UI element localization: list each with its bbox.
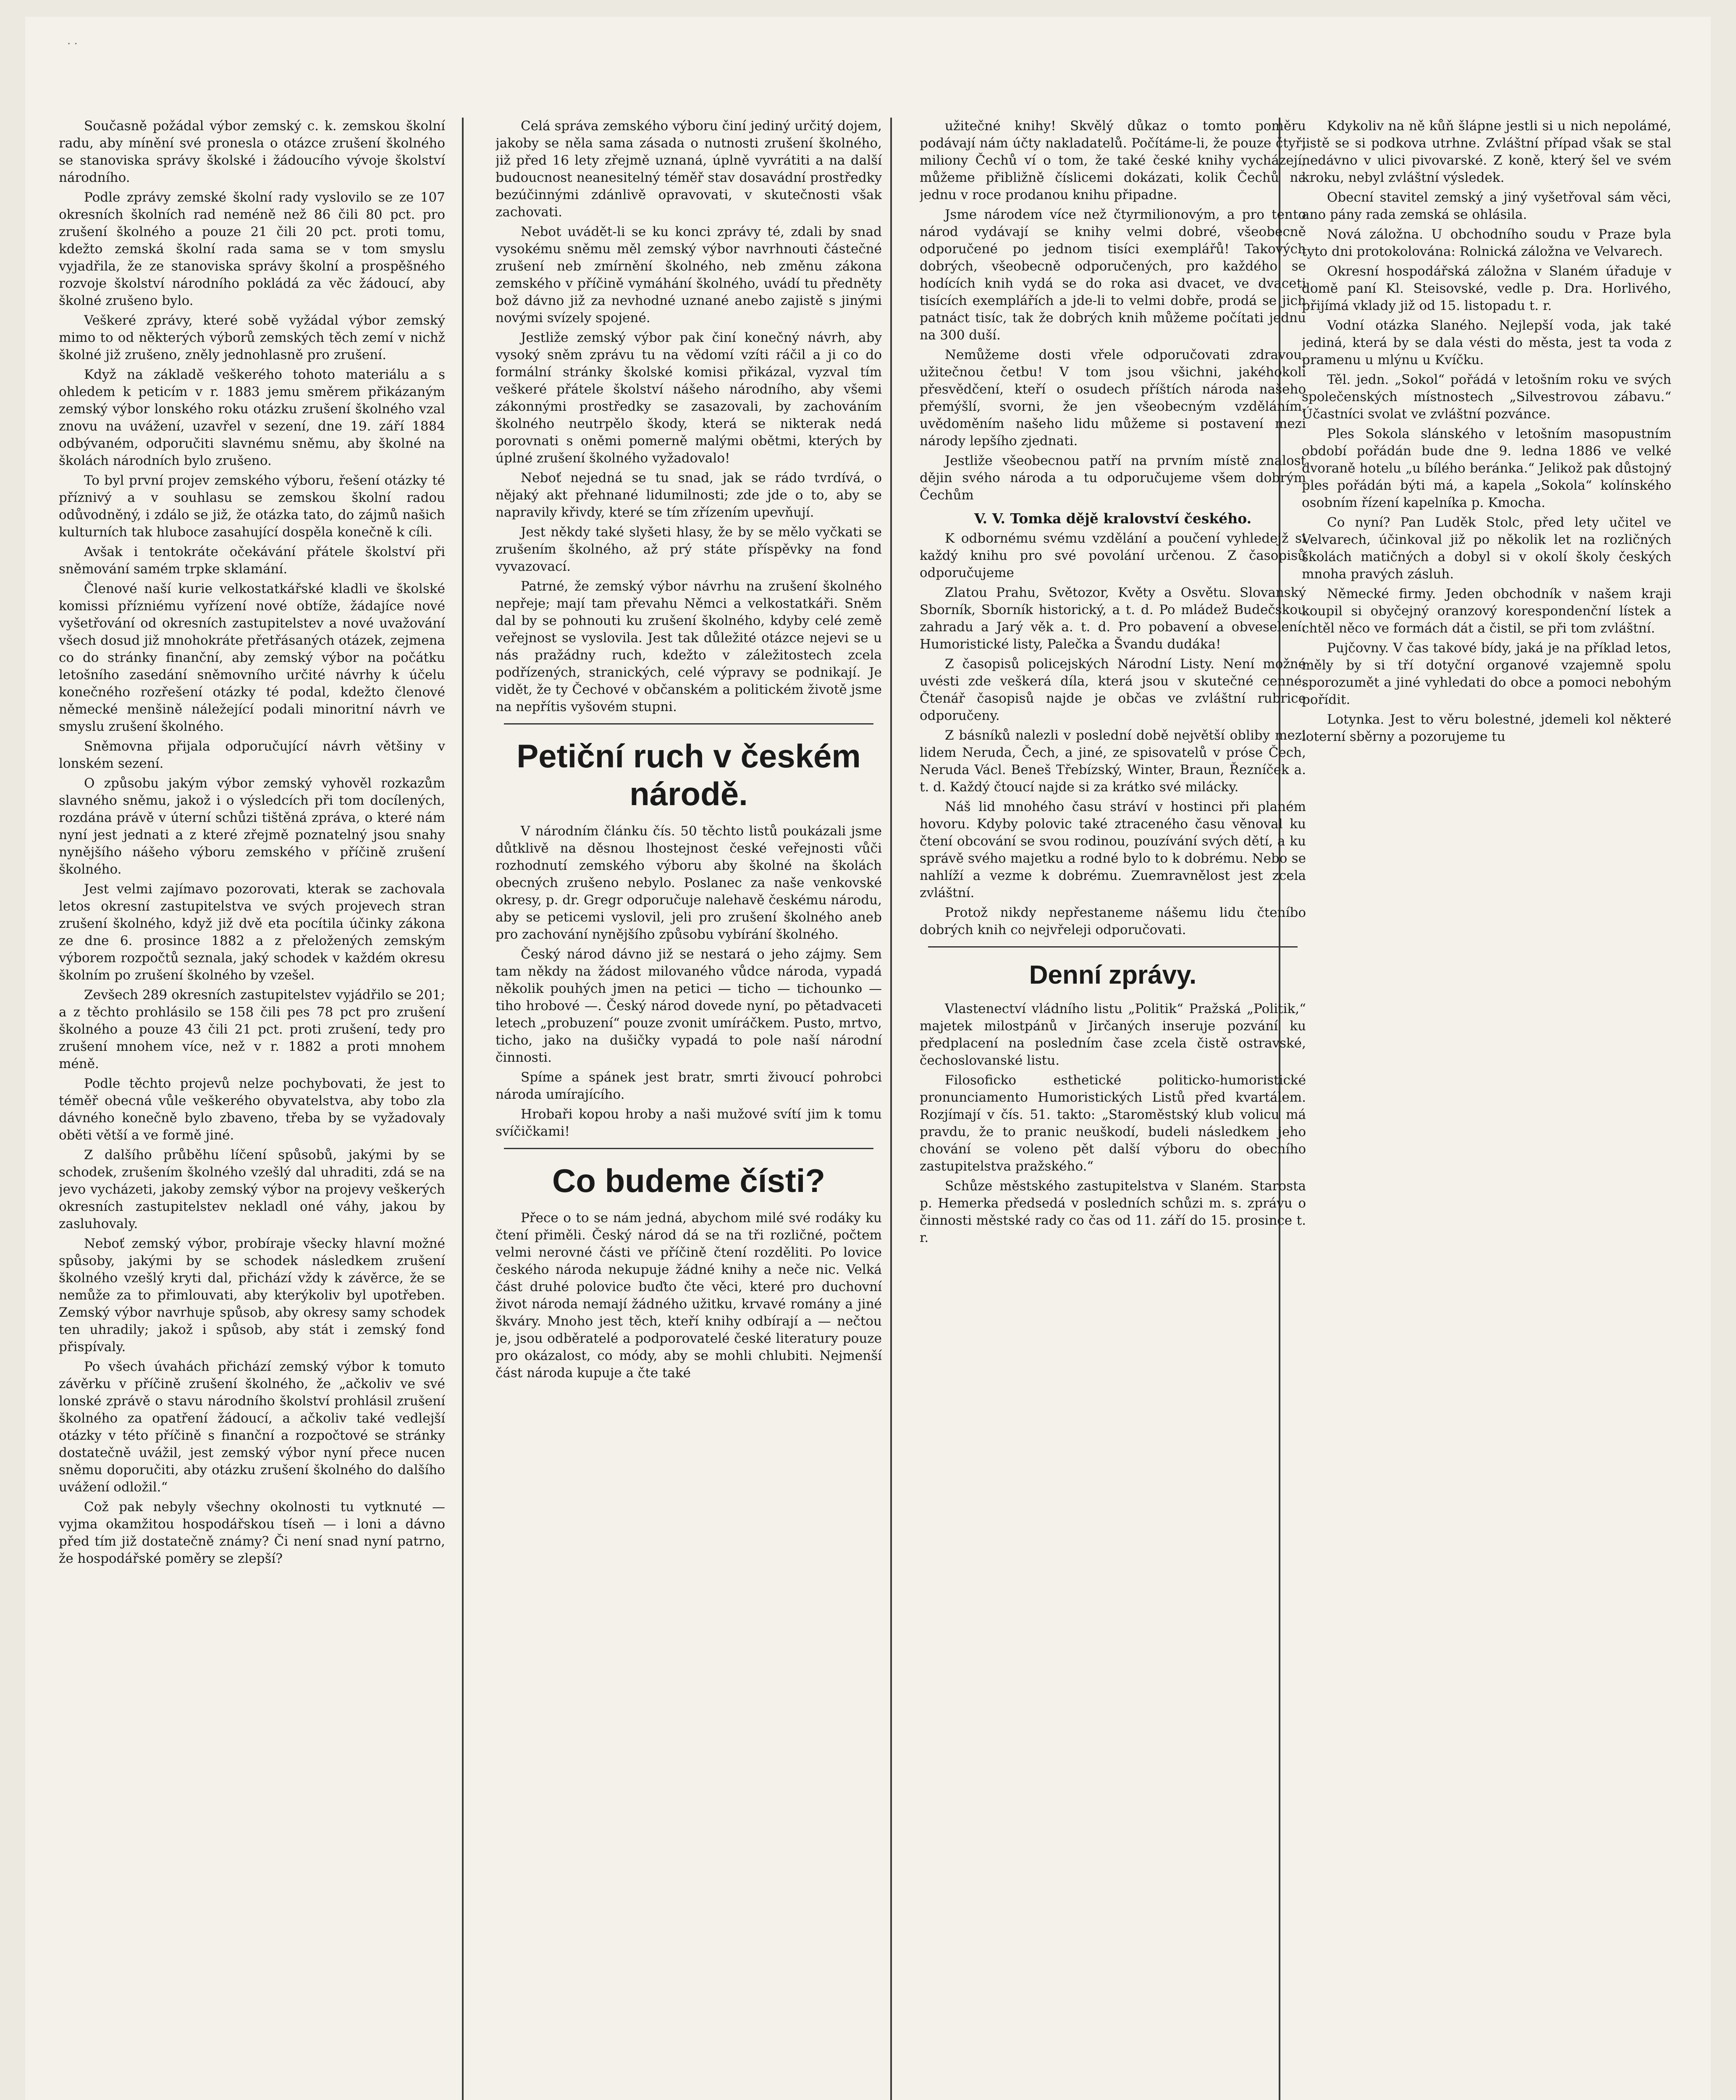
section-rule — [928, 946, 1298, 948]
paragraph: Jestliže zemský výbor pak činí konečný návrh, aby vysoký sněm zprávu tu na vědomí vzíti ráčil a ji co do formální stránky školské komisi přikázal, vyzval tím veškeré přátele školství nášeho národního, aby všemi zákonnými prostředky se zasazovali, by zachováním školného neutrpělo škody, která se nikterak nedá porovnati s oněmi pomerně malými obětmi, kterých by úplné zrušení školného vyžadovalo! — [496, 330, 882, 466]
print-marks: · · — [67, 38, 78, 50]
paragraph: Vlastenectví vládního listu „Politik“ Pražská „Politik,“ majetek milostpánů v Jirčaných inseruje pozvání ku předplacení na posledním čase zcela čistě ostravské, čechoslovanské listu. — [920, 1001, 1306, 1068]
paragraph: Po všech úvahách přichází zemský výbor k tomuto závěrku v příčině zrušení školného, že „ačkoliv ve své lonské zprávě o stavu národního školství prohlásil zrušení školného za opatření žádoucí, a ačkoliv také vedlejší otázky v této příčině s finanční a rozpočtové se stránky dostatečně uvážil, jest zemský výbor nyní přece nucen sněmu doporučiti, aby otázku zrušení školného do dalšího uvážení odložil.“ — [59, 1359, 445, 1495]
paragraph: Současně požádal výbor zemský c. k. zemskou školní radu, aby mínění své pronesla o otázce zrušení školného se stanoviska správy školské i žádoucího vývoje školství národního. — [59, 118, 445, 185]
paragraph: Veškeré zprávy, které sobě vyžádal výbor zemský mimo to od některých výborů zemských těch zemí v nichž školné již zrušeno, zněly jednohlasně pro zrušení. — [59, 313, 445, 362]
paragraph: Jest někdy také slyšeti hlasy, že by se mělo vyčkati se zrušením školného, až prý státe příspěvky na fond vyvazovací. — [496, 525, 882, 574]
paragraph: Obecní stavitel zemský a jiný vyšetřoval sám věci, ano pány rada zemská se ohlásila. — [1302, 190, 1671, 222]
paragraph: Nová záložna. U obchodního soudu v Praze byla tyto dni protokolována: Rolnická záložna ve Velvarech. — [1302, 227, 1671, 259]
paragraph: Zlatou Prahu, Světozor, Květy a Osvětu. Slovanský Sborník, Sborník historický, a t. d. Po mládež Budečskou zahradu a Jarý věk a. t. d. Pro pobavení a obveselení: Humoristické listy, Palečka a Švandu dudáka! — [920, 585, 1306, 652]
paragraph: Protož nikdy nepřestaneme nášemu lidu čteníbo dobrých knih co nejvřeleji odporučovati. — [920, 905, 1306, 937]
paragraph: Celá správa zemského výboru činí jediný určitý dojem, jakoby se něla sama zásada o nutnosti zrušení školného, již před 16 lety zřejmě uznaná, úplně vyvrátiti a na další budoucnost neanesitelný téměř stav dosavádní prostředky bezúčinnými zdánlivě opravovati, v skutečnosti však zachovati. — [496, 118, 882, 220]
paragraph: Co nyní? Pan Luděk Stolc, před lety učitel ve Velvarech, účinkoval již po několik let na rozličných školách matičných a dobyl si v okolí školy českých mnoha pravých zásluh. — [1302, 515, 1671, 582]
paragraph: Český národ dávno již se nestará o jeho zájmy. Sem tam někdy na žádost milovaného vůdce národa, vypadá několik pouhých jmen na petici — ticho — tichounko — tiho hrobové —. Český národ dovede nyní, po pětadvaceti letech „probuzení“ pouze zvonit umíráčkem. Pusto, mrtvo, ticho, jako na dušičky vypadá to pole naší národní činnosti. — [496, 947, 882, 1065]
paragraph: Jest velmi zajímavo pozorovati, kterak se zachovala letos okresní zastupitelstva ve svých projevech stran zrušení školného, když již dvě eta pocítila účinky zákona ze dne 6. prosince 1882 a z přeložených zemským výborem rozpočtů seznala, jaký schodek v každém okresu školním po zrušení školného by vzešel. — [59, 882, 445, 983]
column-divider — [890, 118, 892, 2100]
paragraph: Sněmovna přijala odporučující návrh většiny v lonském sezení. — [59, 739, 445, 771]
paragraph: Z dalšího průběhu líčení spůsobů, jakými by se schodek, zrušením školného vzešlý dal uhraditi, zdá se na jevo vycházeti, jakoby zemský výbor na projevy veškerých okresních zastupitelstev nekladl oné váhy, jakou by zasluhovaly. — [59, 1147, 445, 1231]
paragraph: Schůze městského zastupitelstva v Slaném. Starosta p. Hemerka předsedá v posledních schůzi m. s. zprávu o činnosti městské rady co čas od 11. září do 15. prosince t. r. — [920, 1179, 1306, 1245]
paragraph: V národním článku čís. 50 těchto listů poukázali jsme důtklivě na děsnou lhostejnost české veřejnosti vůči rozhodnutí zemského výboru aby školné na školách obecných zrušeno nebylo. Poslanec za naše venkovské okresy, p. dr. Gregr odporučuje nalehavě českému národu, aby se peticemi vyslovil, jeli pro zrušení školného aneb pro zachování nynějšího způsobu vybírání školného. — [496, 824, 882, 942]
paragraph: Hrobaři kopou hroby a naši mužové svítí jim k tomu svíčičkami! — [496, 1107, 882, 1139]
paragraph: Podle zprávy zemské školní rady vyslovilo se ze 107 okresních školních rad neméně než 86 čili 80 pct. pro zrušení školného a pouze 21 čili 20 pct. proti tomu, kdežto zemská školní rada sama se v tom smyslu vyjadřila, že ze stanoviska správy školní a prospěšného rozvoje školství národního pokládá za věc žádoucí, aby školné zrušeno bylo. — [59, 190, 445, 308]
paragraph: Členové naší kurie velkostatkářské kladli ve školské komissi přízniému vyřízení nové obtíže, žádajíce nové vyšetřování od okresních zastupitelstev a nové uvažování všech dosud již mnohokráte přetřásaných otázek, zejmena co do stránky finanční, aby zemský výbor na počátku letošního zasedání sněmovního určité návrhy k účelu konečného rozřešení otázky té podal, kdežto členové německé menšině náležející podali minoritní návrh ve smyslu zrušení školného. — [59, 581, 445, 734]
newspaper-page — [25, 17, 1711, 2100]
paragraph: Z časopisů policejských Národní Listy. Není možné uvésti zde veškerá díla, která jsou v skutečné cenné. Čtenář časopisů najde je občas ve zvláštní rubrice odporučeny. — [920, 656, 1306, 723]
paragraph: užitečné knihy! Skvělý důkaz o tomto poměru podávají nám účty nakladatelů. Počítáme-li, že pouze čtyři miliony Čechů ví o tom, že také české knihy vycházejí, můžeme přibližně číslicemi dokázati, kolik Čechů na jednu v roce prodanou knihu připadne. — [920, 118, 1306, 202]
paragraph: Neboť zemský výbor, probíraje všecky hlavní možné spůsoby, jakými by se schodek následkem zrušení školného vzešlý kryti dal, přichází vždy k závěrce, že se nemůže za to přimlouvati, aby kterýkoliv byl upotřeben. Zemský výbor navrhuje spůsob, aby okresy samy schodek ten uhradily; jakož i spůsob, aby stát i zemský fond přispívaly. — [59, 1236, 445, 1354]
paragraph: Náš lid mnohého času stráví v hostinci při planém hovoru. Kdyby polovic také ztraceného času věnoval ku čtení obcování se svou rodinou, pouzívání svých dětí, a ku správě svého majetku a rodné bylo to k dobrému. Nebo se nahlíží a vezme k dobrému. Zuemravnělost jest zcela zvláštní. — [920, 799, 1306, 900]
paragraph: Vodní otázka Slaného. Nejlepší voda, jak také jediná, která by se dala vésti do města, jest ta voda z pramenu u mlýnu u Kvíčku. — [1302, 318, 1671, 368]
paragraph: Podle těchto projevů nelze pochybovati, že jest to téměř obecná vůle veškerého obyvatelstva, aby tobo zla dávného konečně bylo zbaveno, třeba by se vyžadovaly oběti větší a ve formě jiné. — [59, 1076, 445, 1143]
paragraph: Patrné, že zemský výbor návrhu na zrušení školného nepřeje; mají tam převahu Němci a velkostatkáři. Sněm dal by se pohnouti ku zrušení školného, kdyby celé země veřejnost se vyslovila. Jest tak důležité otázce nejevi se u nás pražádny ruch, kdežto v záležitostech zcela podřízených, stranických, celé výpravy se podnikají. Je vidět, že ty Čechové v občanském a politickém životě jsme na nepřítis vyšovém stupni. — [496, 579, 882, 714]
paragraph: Jestliže všeobecnou patří na prvním místě znalost dějin svého národa a tu odporučujeme všem dobrým Čechům — [920, 453, 1306, 503]
section-rule — [504, 1148, 873, 1149]
paragraph: Nebot uvádět-li se ku konci zprávy té, zdali by snad vysokému sněmu měl zemský výbor navrhnouti částečné zrušení neb zmírnění školného, neb změnu zákona zemského v příčině vymáhání školného, uvádí tu předněty bož dávno již za nevhodné uznané anebo zajistě s jinými novými svízely spojené. — [496, 224, 882, 326]
article-heading: Petiční ruch v českém národě. — [517, 738, 861, 812]
article-heading: Co budeme čísti? — [552, 1162, 826, 1199]
column-3 — [920, 118, 1306, 2100]
paragraph: Když na základě veškerého tohoto materiálu a s ohledem k peticím v r. 1883 jemu směrem přikázaným zemský výbor lonského roku otázku zrušení školného vzal znovu na uvážení, uzavřel v sezení, dne 19. září 1884 odbývaném, odporučiti slavnému sněmu, aby školné na školách národních bylo zrušeno. — [59, 367, 445, 468]
column-2 — [496, 118, 882, 2100]
paragraph: Lotynka. Jest to věru bolestné, jdemeli kol některé loterní sběrny a pozorujeme tu — [1302, 712, 1671, 744]
paragraph: Zevšech 289 okresních zastupitelstev vyjádřilo se 201; a z těchto prohlásilo se 158 čili pes 78 pct pro zrušení školného a pouze 43 čili 21 pct. proti zrušení, tedy pro zrušení mnohem více, než v r. 1882 a proti mnohem méně. — [59, 987, 445, 1071]
paragraph: Těl. jedn. „Sokol“ pořádá v letošním roku ve svých společenských místnostech „Silvestrovou zábavu.“ Účastníci svolat ve zvláštní pozvánce. — [1302, 372, 1671, 422]
paragraph: Ples Sokola slánského v letošním masopustním období pořádán bude dne 9. ledna 1886 ve velké dvoraně hotelu „u bílého beránka.“ Jelikož pak důstojný ples pořádán býti má, a kapela „Sokola“ kolínského osobním řízení kapelníka p. Kmocha. — [1302, 426, 1671, 510]
paragraph: Jsme národem více než čtyrmilionovým, a pro tento národ vydávají se knihy velmi dobré, všeobecně odporučené po jednom tisíci exemplářů! Takových dobrých, všeobecně odporučených, pro každého se hodících knih vydá se do roka asi dvacet, ve dvaceti tisících exemplářích a jde-li to velmi dobře, prodá se jich patnáct tisíc, tak že dobrých knih můžeme počítati jednu na 300 duší. — [920, 207, 1306, 343]
book-recommendation: V. V. Tomka dějě kralovství českého. — [974, 510, 1252, 527]
paragraph: Neboť nejedná se tu snad, jak se rádo tvrdívá, o nějaký akt přehnané lidumilnosti; zde jde o to, aby se napravily křivdy, které se tím zřízením upevňují. — [496, 470, 882, 520]
section-heading: Denní zprávy. — [1029, 961, 1197, 990]
paragraph: Nemůžeme dosti vřele odporučovati zdravou, užitečnou četbu! V tom jsou všichni, jakéhokoli přesvědčení, kteří o osudech příštích národa našeho přemýšlí, svorni, že jen všeobecným vzděláním, uvědoměním našeho lidu můžeme si postavení mezi národy lepšího zjednati. — [920, 347, 1306, 449]
column-divider — [462, 118, 464, 2100]
paragraph: Spíme a spánek jest bratr, smrti živoucí pohrobci národa umírajícího. — [496, 1070, 882, 1102]
paragraph: Pujčovny. V čas takové bídy, jaká je na příklad letos, měly by si tří dotyční organové vzajemně spolu sporozumět a jiné vyhledati do obce a pomoci nebohým pořídit. — [1302, 640, 1671, 707]
paragraph: K odbornému svému vzdělání a poučení vyhledejž si každý knihu pro své povolání určenou. Z časopisů odporučujeme — [920, 531, 1306, 580]
paragraph: O způsobu jakým výbor zemský vyhověl rozkazům slavného sněmu, jakož i o výsledcích při tom docílených, rozdána právě v úterní schůzi tištěná zpráva, o které nám nyní jest jednati a z které zřejmě poznatelný jsou snahy nynějšího nášeho výboru zemského v příčině zrušení školného. — [59, 776, 445, 877]
column-4 — [1302, 118, 1671, 2100]
paragraph: Kdykoliv na ně kůň šlápne jestli si u nich nepolámé, jistě se si podkova utrhne. Zvláštní případ však se stal nedávno v ulici pivovarské. Z koně, který šel ve svém kroku, nebyl zvláštní výsledek. — [1302, 118, 1671, 185]
paragraph: Což pak nebyly všechny okolnosti tu vytknuté — vyjma okamžitou hospodářskou tíseň — i loni a dávno před tím již dostatečně známy? Či není snad nyní patrno, že hospodářské poměry se zlepší? — [59, 1499, 445, 1566]
paragraph: Německé firmy. Jeden obchodník v našem kraji koupil si obyčejný oranzový korespondenční lístek a chtěl něco ve formách dát a čistil, se při tom zvláštní. — [1302, 586, 1671, 636]
section-rule — [504, 723, 873, 724]
paragraph: Z básníků nalezli v poslední době největší obliby mezi lidem Neruda, Čech, a jiné, ze spisovatelů v próse Čech, Neruda Václ. Beneš Třebízský, Winter, Braun, Řezníček a. t. d. Každý čtoucí najde si za krátko své milácky. — [920, 728, 1306, 795]
paragraph: Avšak i tentokráte očekávání přátele školství při sněmování samém trpke sklamání. — [59, 544, 445, 577]
paragraph: Okresní hospodářská záložna v Slaném úřaduje v domě paní Kl. Steisovské, vedle p. Dra. Horlivého, přijímá vklady již od 15. listopadu t. r. — [1302, 264, 1671, 313]
column-1 — [59, 118, 445, 2100]
paragraph: Přece o to se nám jedná, abychom milé své rodáky ku čtení přiměli. Český národ dá se na tři rozličné, počtem velmi nerovné části ve příčině čtení rozděliti. Po lovice českého národa nekupuje žádné knihy a neče nic. Velká část druhé polovice buďto čte věci, které pro duchovní život národa nemají žádného užitku, krvavé romány a jiné škváry. Mnoho jest těch, kteří knihy odbírají a — nečtou je, jsou odběratelé a podporovatelé české literatury pouze pro okázalost, co módy, aby se mohli chlubiti. Nejmenší část národa kupuje a čte také — [496, 1210, 882, 1381]
paragraph: Filosoficko esthetické politicko-humoristické pronunciamento Humoristických Listů před kvartálem. Rozjímají v čís. 51. takto: „Staroměstský klub volicu má pravdu, že to pranic neuškodí, budeli následkem jeho chování se voleno pět další výboru do obecního zastupitelstva pražského.“ — [920, 1073, 1306, 1174]
paragraph: To byl první projev zemského výboru, řešení otázky té příznivý a v souhlasu se zemskou školní radou odůvodněný, i zdálo se již, že otázka tato, do zájmů našich kulturních tak hluboce zasahující dospěla konečně k cíli. — [59, 473, 445, 540]
